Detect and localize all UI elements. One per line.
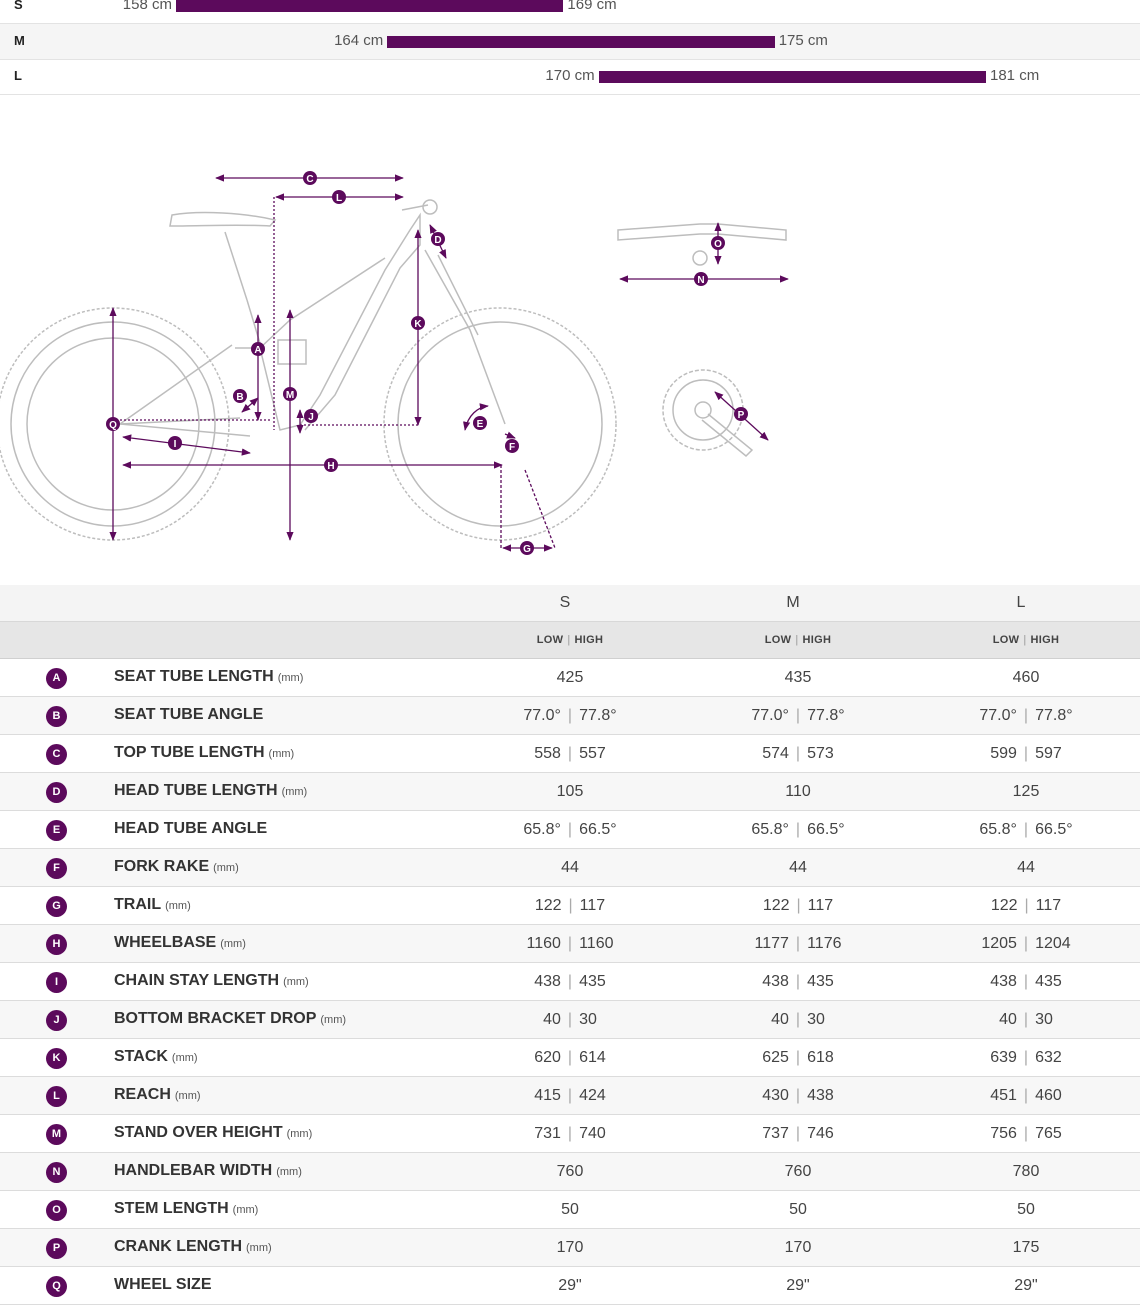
table-row [0,925,1140,963]
size-max-height: 175 cm [778,32,828,49]
measurement-badge: E [46,820,67,841]
size-row-s [0,0,1140,24]
measurement-badge: N [46,1162,67,1183]
diagram-badge-o [711,236,725,250]
measurement-value-m: 40 | 30 [771,1011,825,1028]
svg-text:H: H [327,461,335,472]
measurement-value-m: 29" [786,1277,810,1294]
measurement-badge: K [46,1048,67,1069]
measurement-value-l: 639 | 632 [990,1049,1062,1066]
diagram-badge-d [431,232,445,246]
size-letter: M [14,33,25,48]
measurement-label: CHAIN STAY LENGTH (mm) [114,972,309,989]
measurement-value-l: 77.0° | 77.8° [979,707,1073,724]
svg-text:J: J [308,412,314,423]
measurement-label: BOTTOM BRACKET DROP (mm) [114,1010,347,1027]
measurement-value-m: 122 | 117 [762,897,834,914]
diagram-badge-g [520,541,534,555]
table-row [0,963,1140,1001]
measurement-value-l: 125 [1012,783,1040,800]
measurement-label: WHEELBASE (mm) [114,934,246,951]
size-min-height: 170 cm [545,67,595,84]
measurement-value-m: 44 [789,859,807,876]
size-range-bar [176,0,563,12]
measurement-value-s: 760 [556,1163,584,1180]
measurement-badge: A [46,668,67,689]
measurement-value-s: 415 | 424 [534,1087,606,1104]
measurement-label: STACK (mm) [114,1048,198,1065]
measurement-value-m: 170 [784,1239,812,1256]
measurement-value-l: 29" [1014,1277,1038,1294]
measurement-unit: (mm) [320,1014,347,1026]
measurement-badge: C [46,744,67,765]
table-row [0,735,1140,773]
measurement-value-s: 40 | 30 [543,1011,597,1028]
bike-frame-icon [0,200,786,540]
measurement-value-l: 65.8° | 66.5° [979,821,1073,838]
measurement-value-m: 574 | 573 [762,745,834,762]
svg-text:C: C [306,174,314,185]
measurement-value-m: 77.0° | 77.8° [751,707,845,724]
svg-text:O: O [714,239,722,250]
measurement-value-s: 77.0° | 77.8° [523,707,617,724]
table-row [0,849,1140,887]
measurement-value-s: 122 | 117 [534,897,606,914]
measurement-value-s: 65.8° | 66.5° [523,821,617,838]
measurement-label: HEAD TUBE ANGLE [114,820,268,837]
measurement-value-l: 1205 | 1204 [981,935,1071,952]
measurement-label: HEAD TUBE LENGTH (mm) [114,782,308,799]
measurement-value-m: 65.8° | 66.5° [751,821,845,838]
measurement-value-s: 29" [558,1277,582,1294]
measurement-value-s: 558 | 557 [534,745,606,762]
measurement-value-m: 625 | 618 [762,1049,834,1066]
measurement-value-m: 737 | 746 [762,1125,834,1142]
diagram-badge-p [734,407,748,421]
low-high-header: LOW | HIGH [764,634,832,646]
measurement-unit: (mm) [276,1166,302,1178]
measurement-unit: (mm) [213,862,239,874]
measurement-value-l: 438 | 435 [990,973,1062,990]
measurement-value-l: 175 [1012,1239,1040,1256]
low-high-header: LOW | HIGH [992,634,1060,646]
measurement-value-s: 1160 | 1160 [526,935,614,952]
measurement-value-s: 425 [556,669,584,686]
table-header-low-high [0,622,1140,659]
measurement-value-m: 50 [789,1201,807,1218]
measurement-label: TRAIL (mm) [114,896,191,913]
measurement-value-l: 451 | 460 [990,1087,1062,1104]
table-row [0,811,1140,849]
measurement-value-s: 50 [561,1201,579,1218]
table-row [0,1001,1140,1039]
table-row [0,1039,1140,1077]
svg-text:D: D [434,235,442,246]
size-range-bar [599,71,986,83]
measurement-badge: I [46,972,67,993]
low-high-header: LOW | HIGH [536,634,604,646]
size-row-m [0,24,1140,60]
measurement-unit: (mm) [174,1090,201,1102]
table-row [0,1115,1140,1153]
diagram-badge-i [168,436,182,450]
measurement-value-l: 599 | 597 [990,745,1062,762]
measurement-unit: (mm) [165,900,191,912]
diagram-badge-k [411,316,425,330]
measurement-badge: M [46,1124,67,1145]
size-max-height: 169 cm [567,0,617,13]
table-row [0,1229,1140,1267]
measurement-value-m: 430 | 438 [762,1087,834,1104]
diagram-badge-h [324,458,338,472]
measurement-badge: P [46,1238,67,1259]
measurement-label: SEAT TUBE ANGLE [114,706,264,723]
measurement-value-m: 1177 | 1176 [754,935,842,952]
svg-text:M: M [285,390,295,401]
measurement-value-l: 50 [1017,1201,1035,1218]
measurement-unit: (mm) [232,1204,259,1216]
svg-text:N: N [697,275,705,286]
measurement-label: TOP TUBE LENGTH (mm) [114,744,295,761]
measurement-label: FORK RAKE (mm) [114,858,239,875]
table-row [0,1267,1140,1305]
column-header-size: S [559,594,571,611]
measurement-value-s: 170 [556,1239,584,1256]
diagram-badge-c [303,171,317,185]
svg-text:E: E [476,419,484,430]
diagram-badge-q [106,417,120,431]
svg-text:I: I [173,439,177,450]
svg-text:L: L [335,193,343,204]
svg-text:Q: Q [109,420,117,431]
measurement-label: REACH (mm) [114,1086,201,1103]
table-row [0,887,1140,925]
measurement-unit: (mm) [281,786,308,798]
measurement-unit: (mm) [246,1242,272,1254]
diagram-badge-n [694,272,708,286]
measurement-value-s: 438 | 435 [534,973,606,990]
diagram-badge-b [233,389,247,403]
measurement-label: CRANK LENGTH (mm) [114,1238,272,1255]
column-header-size: M [786,594,800,611]
column-header-size: L [1016,594,1026,611]
diagram-badge-j [304,409,318,423]
measurement-unit: (mm) [277,672,304,684]
svg-text:G: G [523,544,531,555]
svg-text:P: P [737,410,745,421]
measurement-unit: (mm) [283,976,309,988]
table-row [0,1153,1140,1191]
measurement-label: STAND OVER HEIGHT (mm) [114,1124,313,1141]
diagram-badge-a [251,342,265,356]
size-min-height: 158 cm [122,0,172,13]
diagram-badge-f [505,439,519,453]
measurement-value-l: 122 | 117 [990,897,1062,914]
diagram-badge-l [332,190,346,204]
diagram-badge-m [283,387,297,401]
table-row [0,1077,1140,1115]
measurement-value-l: 756 | 765 [990,1125,1062,1142]
measurement-value-l: 40 | 30 [999,1011,1053,1028]
measurement-badge: D [46,782,67,803]
svg-text:F: F [508,442,516,453]
size-letter: S [14,0,23,12]
measurement-unit: (mm) [286,1128,313,1140]
measurement-label: STEM LENGTH (mm) [114,1200,259,1217]
table-row [0,1191,1140,1229]
size-min-height: 164 cm [334,32,384,49]
measurement-value-m: 438 | 435 [762,973,834,990]
measurement-badge: G [46,896,67,917]
measurement-value-l: 44 [1017,859,1035,876]
measurement-badge: J [46,1010,67,1031]
measurement-value-m: 435 [784,669,812,686]
measurement-unit: (mm) [220,938,246,950]
measurement-badge: L [46,1086,67,1107]
svg-text:K: K [414,319,422,330]
dimension-lines [113,178,788,548]
measurement-unit: (mm) [268,748,295,760]
measurement-value-l: 460 [1012,669,1040,686]
measurement-badge: O [46,1200,67,1221]
measurement-value-s: 731 | 740 [534,1125,606,1142]
measurement-value-l: 780 [1012,1163,1040,1180]
measurement-unit: (mm) [171,1052,198,1064]
measurement-badge: B [46,706,67,727]
bike-geometry-diagram [0,94,1140,574]
measurement-label: HANDLEBAR WIDTH (mm) [114,1162,302,1179]
table-row [0,697,1140,735]
measurement-value-m: 110 [785,783,811,800]
svg-text:B: B [236,392,244,403]
measurement-badge: F [46,858,67,879]
measurement-value-s: 620 | 614 [534,1049,606,1066]
size-max-height: 181 cm [990,67,1040,84]
svg-text:A: A [254,345,262,356]
measurement-value-s: 105 [556,783,584,800]
measurement-badge: Q [46,1276,67,1297]
size-row-l [0,59,1140,95]
table-header-sizes [0,585,1140,622]
table-row [0,659,1140,697]
table-row [0,773,1140,811]
diagram-badge-e [473,416,487,430]
measurement-value-m: 760 [784,1163,812,1180]
measurement-label: SEAT TUBE LENGTH (mm) [114,668,304,685]
measurement-value-s: 44 [561,859,579,876]
size-range-bar [387,36,774,48]
measurement-badge: H [46,934,67,955]
size-letter: L [14,68,22,83]
measurement-label: WHEEL SIZE [114,1276,212,1293]
